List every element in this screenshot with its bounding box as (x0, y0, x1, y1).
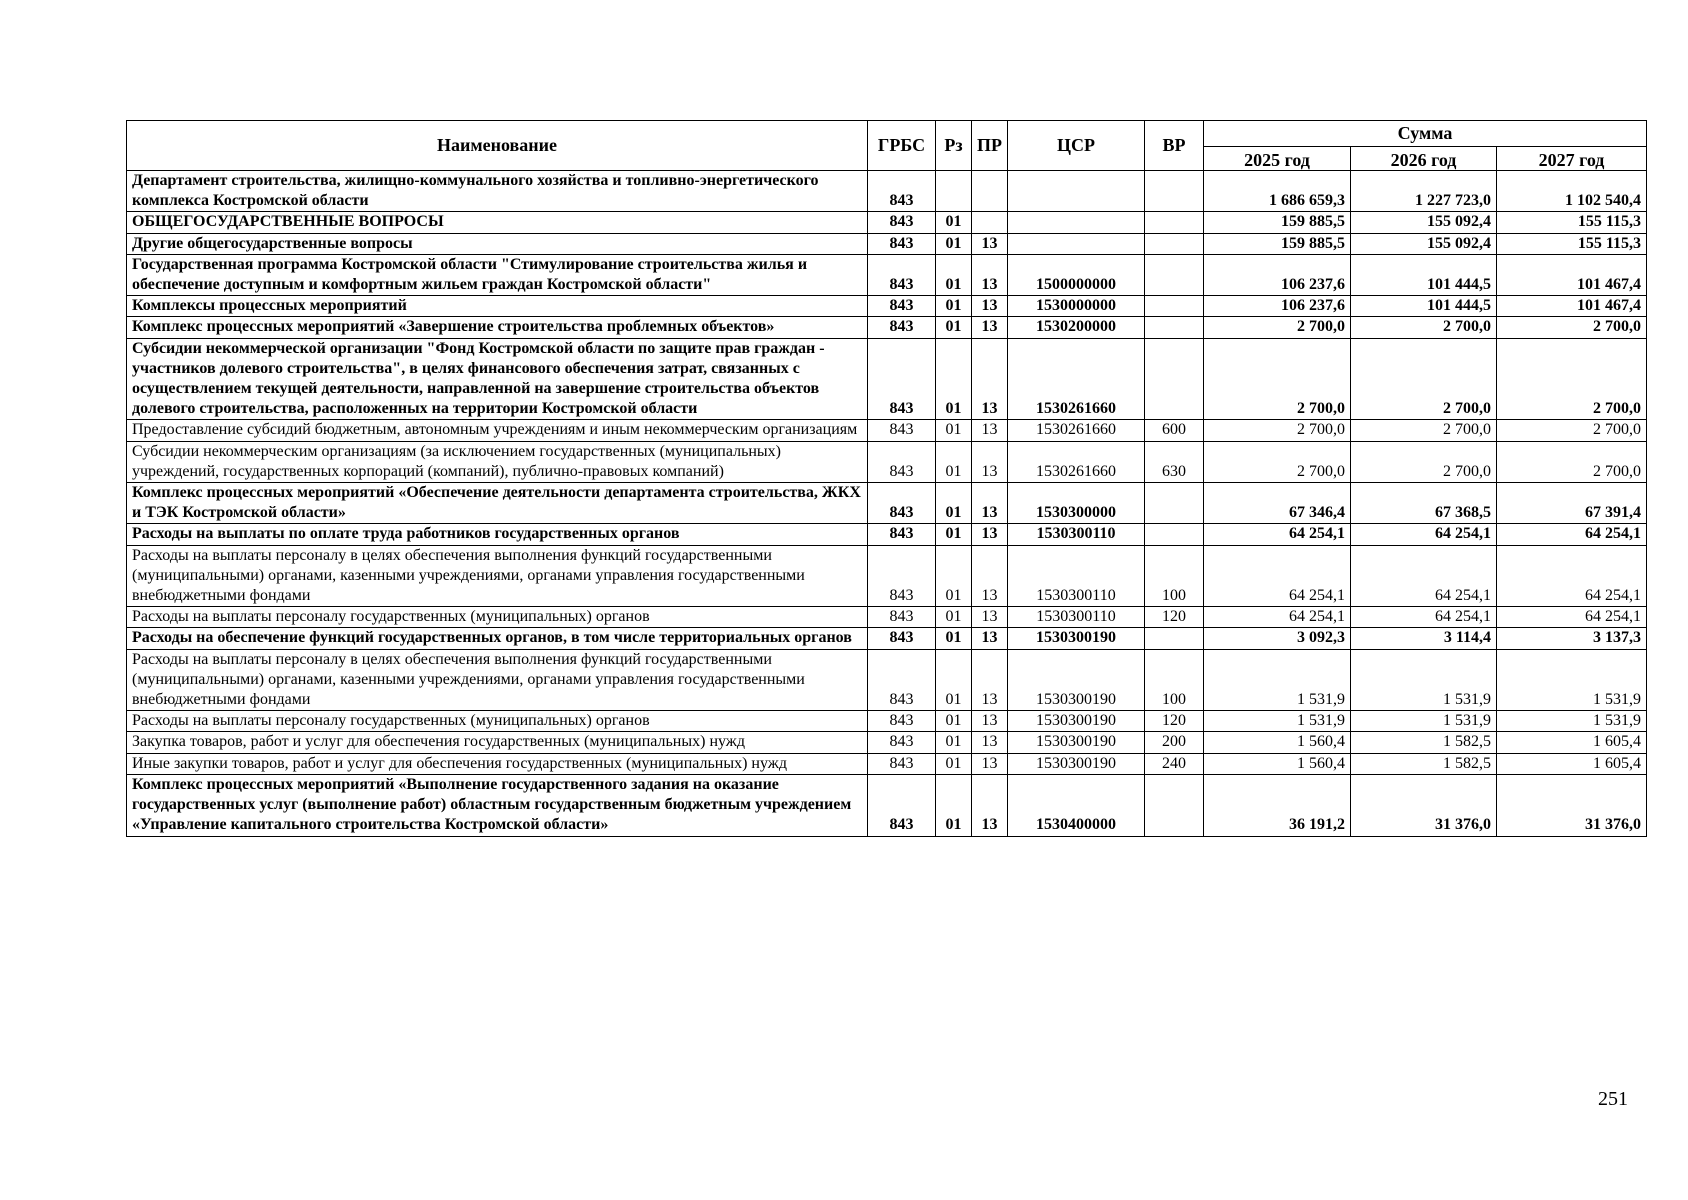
row-pr-cell: 13 (972, 607, 1008, 628)
row-amount-2025: 1 560,4 (1204, 732, 1351, 753)
row-rz-cell: 01 (936, 338, 972, 420)
page-number: 251 (1598, 1088, 1628, 1110)
row-name-cell: Субсидии некоммерческим организациям (за исключением государственных (муниципальных) учреждений, государственных корпораций (компаний), публично-правовых компаний) (127, 441, 868, 482)
row-rz-cell: 01 (936, 732, 972, 753)
row-pr-cell: 13 (972, 296, 1008, 317)
row-name-cell: Расходы на выплаты по оплате труда работников государственных органов (127, 524, 868, 545)
row-pr-cell: 13 (972, 483, 1008, 524)
row-grbs-cell: 843 (868, 254, 936, 295)
row-amount-2026: 155 092,4 (1351, 233, 1497, 254)
row-amount-2027: 1 531,9 (1497, 711, 1647, 732)
row-vr-cell: 120 (1145, 711, 1204, 732)
row-csr-cell: 1530300190 (1008, 711, 1145, 732)
row-vr-cell: 200 (1145, 732, 1204, 753)
row-pr-cell: 13 (972, 441, 1008, 482)
table-row (127, 483, 1647, 524)
table-row (127, 441, 1647, 482)
row-csr-cell: 1530261660 (1008, 441, 1145, 482)
row-amount-2026: 3 114,4 (1351, 628, 1497, 649)
row-pr-cell: 13 (972, 545, 1008, 607)
row-amount-2026: 2 700,0 (1351, 420, 1497, 441)
row-amount-2027: 64 254,1 (1497, 524, 1647, 545)
table-row (127, 524, 1647, 545)
row-grbs-cell: 843 (868, 732, 936, 753)
row-grbs-cell: 843 (868, 441, 936, 482)
row-grbs-cell: 843 (868, 171, 936, 212)
row-vr-cell (1145, 317, 1204, 338)
row-csr-cell: 1530300000 (1008, 483, 1145, 524)
row-pr-cell: 13 (972, 338, 1008, 420)
row-rz-cell: 01 (936, 628, 972, 649)
row-pr-cell: 13 (972, 753, 1008, 774)
row-pr-cell: 13 (972, 711, 1008, 732)
row-name-cell: Расходы на выплаты персоналу государственных (муниципальных) органов (127, 711, 868, 732)
row-name-cell: ОБЩЕГОСУДАРСТВЕННЫЕ ВОПРОСЫ (127, 212, 868, 233)
row-amount-2025: 36 191,2 (1204, 774, 1351, 836)
row-amount-2027: 1 605,4 (1497, 753, 1647, 774)
row-amount-2027: 2 700,0 (1497, 338, 1647, 420)
row-pr-cell (972, 212, 1008, 233)
table-body (127, 171, 1647, 837)
table-row (127, 233, 1647, 254)
table-row (127, 649, 1647, 711)
row-csr-cell: 1500000000 (1008, 254, 1145, 295)
row-grbs-cell: 843 (868, 607, 936, 628)
header-name: Наименование (127, 121, 868, 171)
row-csr-cell: 1530261660 (1008, 420, 1145, 441)
table-row (127, 607, 1647, 628)
row-rz-cell: 01 (936, 711, 972, 732)
row-amount-2026: 2 700,0 (1351, 338, 1497, 420)
row-csr-cell: 1530400000 (1008, 774, 1145, 836)
row-csr-cell (1008, 233, 1145, 254)
row-amount-2025: 106 237,6 (1204, 296, 1351, 317)
row-grbs-cell: 843 (868, 545, 936, 607)
row-amount-2026: 31 376,0 (1351, 774, 1497, 836)
row-rz-cell: 01 (936, 483, 972, 524)
row-vr-cell: 600 (1145, 420, 1204, 441)
row-vr-cell (1145, 254, 1204, 295)
row-amount-2025: 1 686 659,3 (1204, 171, 1351, 212)
row-amount-2025: 2 700,0 (1204, 317, 1351, 338)
row-amount-2025: 64 254,1 (1204, 607, 1351, 628)
row-amount-2025: 2 700,0 (1204, 338, 1351, 420)
row-amount-2027: 64 254,1 (1497, 545, 1647, 607)
row-csr-cell: 1530300190 (1008, 628, 1145, 649)
row-csr-cell: 1530300110 (1008, 545, 1145, 607)
row-amount-2027: 1 102 540,4 (1497, 171, 1647, 212)
row-vr-cell (1145, 171, 1204, 212)
row-amount-2027: 155 115,3 (1497, 212, 1647, 233)
row-amount-2026: 1 582,5 (1351, 753, 1497, 774)
row-pr-cell: 13 (972, 774, 1008, 836)
row-amount-2026: 1 531,9 (1351, 649, 1497, 711)
row-amount-2027: 1 531,9 (1497, 649, 1647, 711)
row-rz-cell: 01 (936, 296, 972, 317)
row-grbs-cell: 843 (868, 296, 936, 317)
row-vr-cell: 100 (1145, 649, 1204, 711)
row-amount-2026: 1 227 723,0 (1351, 171, 1497, 212)
budget-table (126, 120, 1647, 837)
row-amount-2025: 159 885,5 (1204, 233, 1351, 254)
row-amount-2027: 67 391,4 (1497, 483, 1647, 524)
row-grbs-cell: 843 (868, 420, 936, 441)
row-amount-2025: 159 885,5 (1204, 212, 1351, 233)
header-year-2027: 2027 год (1497, 147, 1647, 171)
row-name-cell: Комплекс процессных мероприятий «Выполнение государственного задания на оказание государственных услуг (выполнение работ) областным государственным бюджетным учреждением «Управление капитального строительства Костромской области» (127, 774, 868, 836)
row-rz-cell: 01 (936, 420, 972, 441)
row-rz-cell: 01 (936, 254, 972, 295)
row-vr-cell: 240 (1145, 753, 1204, 774)
row-csr-cell: 1530200000 (1008, 317, 1145, 338)
row-amount-2026: 1 582,5 (1351, 732, 1497, 753)
row-grbs-cell: 843 (868, 212, 936, 233)
row-amount-2026: 101 444,5 (1351, 296, 1497, 317)
header-sum: Сумма (1204, 121, 1647, 147)
row-name-cell: Государственная программа Костромской области "Стимулирование строительства жилья и обеспечение доступным и комфортным жильем граждан Костромской области" (127, 254, 868, 295)
row-pr-cell: 13 (972, 233, 1008, 254)
row-vr-cell: 120 (1145, 607, 1204, 628)
row-amount-2025: 1 531,9 (1204, 649, 1351, 711)
header-vr: ВР (1145, 121, 1204, 171)
row-rz-cell: 01 (936, 607, 972, 628)
row-rz-cell: 01 (936, 212, 972, 233)
header-rz: Рз (936, 121, 972, 171)
row-rz-cell: 01 (936, 441, 972, 482)
row-name-cell: Департамент строительства, жилищно-коммунального хозяйства и топливно-энергетического комплекса Костромской области (127, 171, 868, 212)
row-amount-2026: 155 092,4 (1351, 212, 1497, 233)
row-vr-cell (1145, 628, 1204, 649)
row-pr-cell: 13 (972, 628, 1008, 649)
row-name-cell: Расходы на выплаты персоналу государственных (муниципальных) органов (127, 607, 868, 628)
table-row (127, 753, 1647, 774)
row-csr-cell: 1530300190 (1008, 649, 1145, 711)
row-grbs-cell: 843 (868, 233, 936, 254)
row-amount-2025: 1 531,9 (1204, 711, 1351, 732)
table-row (127, 338, 1647, 420)
row-vr-cell (1145, 296, 1204, 317)
row-csr-cell: 1530300190 (1008, 732, 1145, 753)
row-rz-cell: 01 (936, 774, 972, 836)
row-amount-2027: 101 467,4 (1497, 296, 1647, 317)
table-row (127, 711, 1647, 732)
row-name-cell: Другие общегосударственные вопросы (127, 233, 868, 254)
row-amount-2027: 2 700,0 (1497, 420, 1647, 441)
row-grbs-cell: 843 (868, 774, 936, 836)
row-pr-cell: 13 (972, 649, 1008, 711)
row-name-cell: Иные закупки товаров, работ и услуг для обеспечения государственных (муниципальных) нужд (127, 753, 868, 774)
row-amount-2025: 2 700,0 (1204, 420, 1351, 441)
row-grbs-cell: 843 (868, 338, 936, 420)
row-grbs-cell: 843 (868, 483, 936, 524)
row-csr-cell: 1530300190 (1008, 753, 1145, 774)
table-row (127, 317, 1647, 338)
row-name-cell: Расходы на обеспечение функций государственных органов, в том числе территориальных органов (127, 628, 868, 649)
header-year-2026: 2026 год (1351, 147, 1497, 171)
row-vr-cell (1145, 338, 1204, 420)
row-amount-2026: 2 700,0 (1351, 317, 1497, 338)
row-amount-2025: 2 700,0 (1204, 441, 1351, 482)
row-amount-2026: 101 444,5 (1351, 254, 1497, 295)
row-csr-cell (1008, 212, 1145, 233)
table-row (127, 171, 1647, 212)
row-name-cell: Расходы на выплаты персоналу в целях обеспечения выполнения функций государственными (муниципальными) органами, казенными учреждениями, органами управления государственными внебюджетными фондами (127, 649, 868, 711)
row-amount-2025: 1 560,4 (1204, 753, 1351, 774)
row-amount-2026: 2 700,0 (1351, 441, 1497, 482)
row-name-cell: Субсидии некоммерческой организации "Фонд Костромской области по защите прав граждан - участников долевого строительства", в целях финансового обеспечения затрат, связанных с осуществлением текущей деятельности, направленной на завершение строительства объектов долевого строительства, расположенных на территории Костромской области (127, 338, 868, 420)
row-csr-cell: 1530300110 (1008, 607, 1145, 628)
table-header (127, 121, 1647, 171)
header-year-2025: 2025 год (1204, 147, 1351, 171)
header-pr: ПР (972, 121, 1008, 171)
table-row (127, 628, 1647, 649)
row-name-cell: Комплексы процессных мероприятий (127, 296, 868, 317)
row-rz-cell: 01 (936, 649, 972, 711)
row-amount-2025: 67 346,4 (1204, 483, 1351, 524)
row-csr-cell: 1530000000 (1008, 296, 1145, 317)
row-rz-cell: 01 (936, 545, 972, 607)
row-vr-cell (1145, 233, 1204, 254)
table-row (127, 732, 1647, 753)
row-amount-2026: 1 531,9 (1351, 711, 1497, 732)
row-amount-2027: 101 467,4 (1497, 254, 1647, 295)
row-grbs-cell: 843 (868, 649, 936, 711)
row-amount-2027: 64 254,1 (1497, 607, 1647, 628)
row-pr-cell: 13 (972, 524, 1008, 545)
row-amount-2026: 64 254,1 (1351, 545, 1497, 607)
table-row (127, 545, 1647, 607)
row-rz-cell: 01 (936, 233, 972, 254)
row-name-cell: Комплекс процессных мероприятий «Обеспечение деятельности департамента строительства, ЖКХ и ТЭК Костромской области» (127, 483, 868, 524)
row-vr-cell (1145, 483, 1204, 524)
row-amount-2027: 1 605,4 (1497, 732, 1647, 753)
table-row (127, 296, 1647, 317)
row-amount-2027: 2 700,0 (1497, 317, 1647, 338)
row-vr-cell: 100 (1145, 545, 1204, 607)
row-amount-2027: 3 137,3 (1497, 628, 1647, 649)
row-pr-cell: 13 (972, 420, 1008, 441)
row-csr-cell: 1530300110 (1008, 524, 1145, 545)
row-rz-cell: 01 (936, 753, 972, 774)
row-csr-cell (1008, 171, 1145, 212)
row-amount-2027: 2 700,0 (1497, 441, 1647, 482)
row-grbs-cell: 843 (868, 753, 936, 774)
row-amount-2025: 106 237,6 (1204, 254, 1351, 295)
row-pr-cell: 13 (972, 732, 1008, 753)
row-vr-cell (1145, 774, 1204, 836)
row-amount-2026: 64 254,1 (1351, 524, 1497, 545)
row-grbs-cell: 843 (868, 628, 936, 649)
row-rz-cell (936, 171, 972, 212)
row-rz-cell: 01 (936, 524, 972, 545)
row-vr-cell (1145, 524, 1204, 545)
row-amount-2027: 155 115,3 (1497, 233, 1647, 254)
table-row (127, 774, 1647, 836)
row-pr-cell: 13 (972, 254, 1008, 295)
row-amount-2025: 3 092,3 (1204, 628, 1351, 649)
row-pr-cell: 13 (972, 317, 1008, 338)
row-pr-cell (972, 171, 1008, 212)
row-grbs-cell: 843 (868, 317, 936, 338)
table-row (127, 420, 1647, 441)
row-grbs-cell: 843 (868, 524, 936, 545)
header-csr: ЦСР (1008, 121, 1145, 171)
row-amount-2027: 31 376,0 (1497, 774, 1647, 836)
row-amount-2026: 67 368,5 (1351, 483, 1497, 524)
row-grbs-cell: 843 (868, 711, 936, 732)
row-vr-cell: 630 (1145, 441, 1204, 482)
row-rz-cell: 01 (936, 317, 972, 338)
header-grbs: ГРБС (868, 121, 936, 171)
row-amount-2026: 64 254,1 (1351, 607, 1497, 628)
row-name-cell: Расходы на выплаты персоналу в целях обеспечения выполнения функций государственными (муниципальными) органами, казенными учреждениями, органами управления государственными внебюджетными фондами (127, 545, 868, 607)
row-name-cell: Закупка товаров, работ и услуг для обеспечения государственных (муниципальных) нужд (127, 732, 868, 753)
row-vr-cell (1145, 212, 1204, 233)
row-amount-2025: 64 254,1 (1204, 524, 1351, 545)
row-name-cell: Предоставление субсидий бюджетным, автономным учреждениям и иным некоммерческим организациям (127, 420, 868, 441)
table-row (127, 254, 1647, 295)
row-amount-2025: 64 254,1 (1204, 545, 1351, 607)
table-row (127, 212, 1647, 233)
row-name-cell: Комплекс процессных мероприятий «Завершение строительства проблемных объектов» (127, 317, 868, 338)
row-csr-cell: 1530261660 (1008, 338, 1145, 420)
